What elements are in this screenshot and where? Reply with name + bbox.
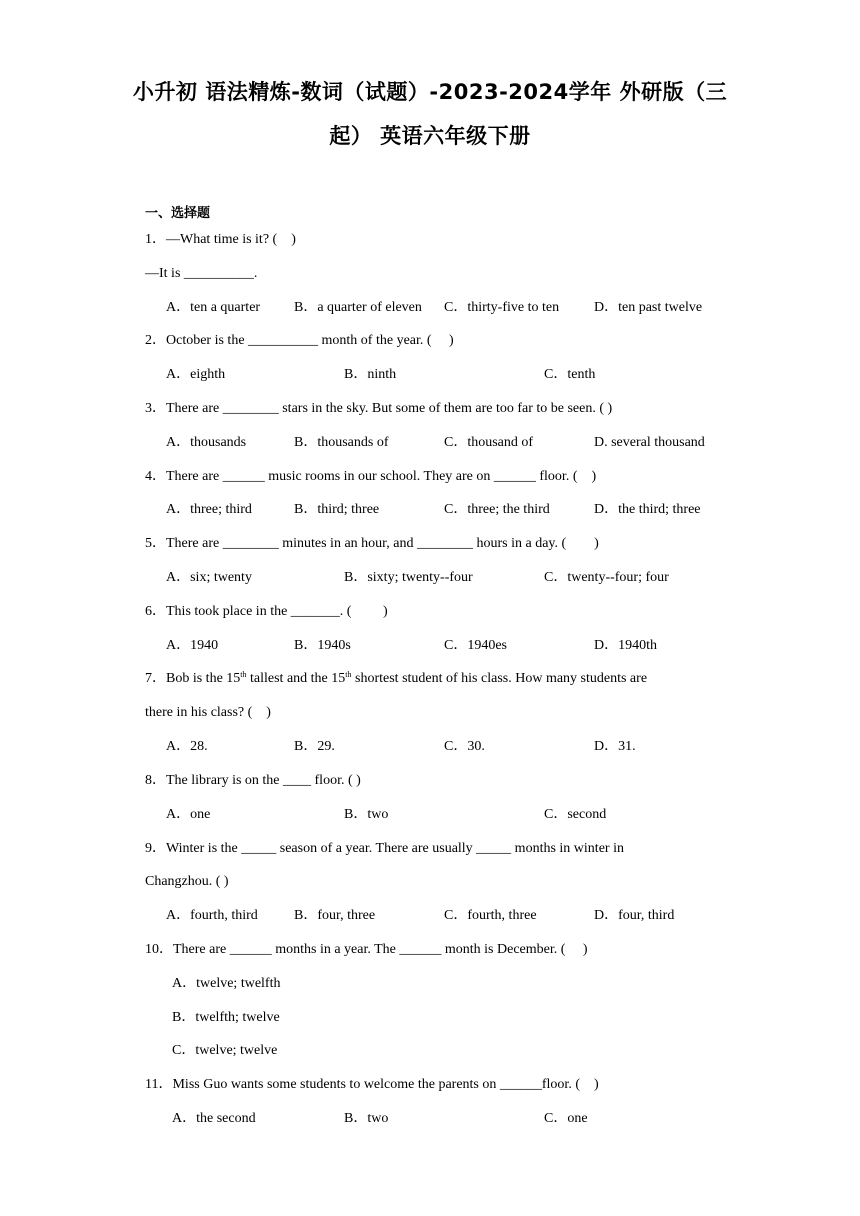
stem-part: shortest student of his class. How many students are — [351, 671, 648, 686]
question-9-stem-continued: Changzhou. ( ) — [145, 874, 229, 889]
option-a[interactable]: A．ten a quarter — [166, 300, 261, 315]
option-c[interactable]: C．fourth, three — [444, 908, 537, 923]
option-b[interactable]: B．a quarter of eleven — [294, 300, 422, 315]
page-title — [100, 70, 760, 158]
option-d[interactable]: D．the third; three — [594, 502, 701, 517]
option-c[interactable]: C．twenty--four; four — [544, 570, 669, 585]
stem-part: 7．Bob is the 15 — [145, 671, 241, 686]
question-11-stem: 11．Miss Guo wants some students to welcome the parents on ______floor. ( ) — [145, 1077, 599, 1092]
stem-part: tallest and the 15 — [246, 671, 346, 686]
option-b[interactable]: B．ninth — [344, 367, 397, 382]
option-b[interactable]: B．third; three — [294, 502, 380, 517]
title-line-2: 起） 英语六年级下册 — [329, 124, 531, 148]
question-3-stem: 3．There are ________ stars in the sky. But some of them are too far to be seen. ( ) — [145, 401, 613, 416]
option-c[interactable]: C．twelve; twelve — [172, 1043, 278, 1058]
question-2-stem: 2．October is the __________ month of the year. ( ) — [145, 333, 454, 348]
question-8-stem: 8．The library is on the ____ floor. ( ) — [145, 773, 361, 788]
option-a[interactable]: A．1940 — [166, 638, 219, 653]
option-b[interactable]: B．four, three — [294, 908, 376, 923]
option-a[interactable]: A．the second — [172, 1111, 256, 1126]
option-a[interactable]: A．eighth — [166, 367, 226, 382]
option-a[interactable]: A．28. — [166, 739, 208, 754]
option-d[interactable]: D．1940th — [594, 638, 657, 653]
option-d[interactable]: D．ten past twelve — [594, 300, 703, 315]
title-line-1: 小升初 语法精炼-数词（试题）-2023-2024学年 外研版（三 — [132, 80, 728, 104]
option-b[interactable]: B．two — [344, 807, 389, 822]
question-9-stem: 9．Winter is the _____ season of a year. There are usually _____ months in winter in — [145, 841, 624, 856]
option-a[interactable]: A．three; third — [166, 502, 252, 517]
option-c[interactable]: C．second — [544, 807, 607, 822]
option-b[interactable]: B．29. — [294, 739, 335, 754]
option-c[interactable]: C．tenth — [544, 367, 596, 382]
option-d[interactable]: D．31. — [594, 739, 636, 754]
option-c[interactable]: C．thousand of — [444, 435, 534, 450]
question-1-stem-continued: —It is __________. — [145, 266, 258, 281]
option-b[interactable]: B．sixty; twenty--four — [344, 570, 473, 585]
option-a[interactable]: A．six; twenty — [166, 570, 252, 585]
question-4-stem: 4．There are ______ music rooms in our school. They are on ______ floor. ( ) — [145, 469, 597, 484]
option-b[interactable]: B．two — [344, 1111, 389, 1126]
option-a[interactable]: A．one — [166, 807, 211, 822]
question-10-stem: 10．There are ______ months in a year. The ______ month is December. ( ) — [145, 942, 588, 957]
question-7-stem — [145, 669, 647, 689]
question-7-stem-continued: there in his class? ( ) — [145, 705, 271, 720]
option-d[interactable]: D. several thousand — [594, 435, 705, 450]
option-c[interactable]: C．one — [544, 1111, 588, 1126]
question-5-stem: 5．There are ________ minutes in an hour, and ________ hours in a day. ( ) — [145, 536, 599, 551]
option-d[interactable]: D．four, third — [594, 908, 675, 923]
question-1-stem: 1．—What time is it? ( ) — [145, 232, 296, 247]
option-b[interactable]: B．thousands of — [294, 435, 389, 450]
option-a[interactable]: A．thousands — [166, 435, 247, 450]
option-c[interactable]: C．1940es — [444, 638, 507, 653]
option-b[interactable]: B．twelfth; twelve — [172, 1010, 280, 1025]
option-a[interactable]: A．twelve; twelfth — [172, 976, 281, 991]
section-heading: 一、选择题 — [145, 206, 211, 221]
option-a[interactable]: A．fourth, third — [166, 908, 258, 923]
question-6-stem: 6．This took place in the _______. ( ) — [145, 604, 388, 619]
ordinal-suffix: th — [240, 670, 247, 679]
option-b[interactable]: B．1940s — [294, 638, 351, 653]
option-c[interactable]: C．thirty-five to ten — [444, 300, 560, 315]
option-c[interactable]: C．three; the third — [444, 502, 550, 517]
option-c[interactable]: C．30. — [444, 739, 485, 754]
ordinal-suffix: th — [345, 670, 352, 679]
